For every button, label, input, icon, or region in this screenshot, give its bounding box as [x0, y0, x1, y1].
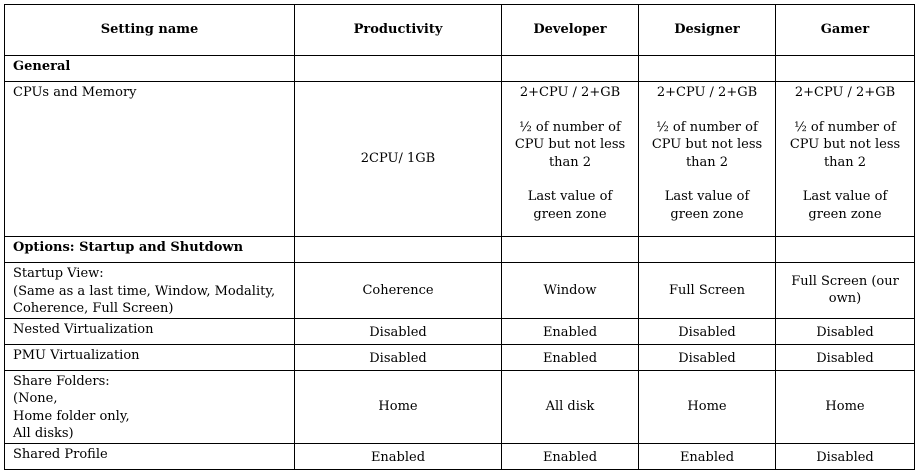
- cell-developer-startup: Window: [502, 263, 639, 319]
- setting-label-startup-view: [5, 263, 295, 319]
- share-label-line: (None,: [13, 391, 58, 406]
- share-label-line: Share Folders:: [13, 373, 110, 389]
- cell-designer-nested: Disabled: [639, 318, 776, 344]
- cpu-line-1: 2+CPU / 2+GB: [519, 85, 621, 100]
- empty-cell: [639, 237, 776, 263]
- section-label-general: General: [5, 56, 295, 82]
- empty-cell: [639, 56, 776, 82]
- cpu-line-3: Last value of green zone: [527, 189, 613, 222]
- section-row-general: [5, 56, 915, 82]
- cell-gamer-startup: Full Screen (our own): [776, 263, 915, 319]
- cell-productivity-profile: Enabled: [295, 443, 502, 469]
- setting-label-share-folders: [5, 370, 295, 443]
- cell-designer-profile: Enabled: [639, 443, 776, 469]
- cell-gamer-nested: Disabled: [776, 318, 915, 344]
- cpu-line-2: ½ of number of CPU but not less than 2: [651, 119, 763, 170]
- cpu-line-3: Last value of green zone: [802, 189, 888, 222]
- row-shared-profile: [5, 443, 915, 469]
- header-gamer: Gamer: [776, 5, 915, 56]
- cell-designer-share: Home: [639, 370, 776, 443]
- empty-cell: [502, 56, 639, 82]
- cell-productivity-nested: Disabled: [295, 318, 502, 344]
- cell-productivity-startup: Coherence: [295, 263, 502, 319]
- cell-developer-cpus: [502, 82, 639, 237]
- cpu-line-1: 2+CPU / 2+GB: [656, 85, 758, 100]
- empty-cell: [295, 56, 502, 82]
- section-label-options: Options: Startup and Shutdown: [5, 237, 295, 263]
- cell-developer-pmu: Enabled: [502, 344, 639, 370]
- cell-designer-cpus: [639, 82, 776, 237]
- cell-gamer-pmu: Disabled: [776, 344, 915, 370]
- cell-developer-share: All disk: [502, 370, 639, 443]
- row-share-folders: [5, 370, 915, 443]
- header-row: [5, 5, 915, 56]
- cell-gamer-share: Home: [776, 370, 915, 443]
- cpu-line-1: 2+CPU / 2+GB: [794, 85, 896, 100]
- empty-cell: [776, 237, 915, 263]
- cpu-line-2: ½ of number of CPU but not less than 2: [789, 119, 901, 170]
- cell-gamer-cpus: [776, 82, 915, 237]
- setting-label-cpus-memory: CPUs and Memory: [5, 82, 295, 237]
- empty-cell: [776, 56, 915, 82]
- empty-cell: [502, 237, 639, 263]
- settings-table-container: [4, 4, 915, 470]
- cell-gamer-profile: Disabled: [776, 443, 915, 469]
- cell-productivity-cpus: 2CPU/ 1GB: [295, 82, 502, 237]
- startup-label-detail: (Same as a last time, Window, Modality, Coherence, Full Screen): [13, 283, 276, 316]
- row-pmu-virtualization: [5, 344, 915, 370]
- row-nested-virtualization: [5, 318, 915, 344]
- cell-productivity-pmu: Disabled: [295, 344, 502, 370]
- startup-label-title: Startup View:: [13, 266, 104, 281]
- cell-developer-profile: Enabled: [502, 443, 639, 469]
- header-productivity: Productivity: [295, 5, 502, 56]
- cell-developer-nested: Enabled: [502, 318, 639, 344]
- cpu-line-2: ½ of number of CPU but not less than 2: [514, 119, 626, 170]
- cpu-line-3: Last value of green zone: [664, 189, 750, 222]
- cell-designer-startup: Full Screen: [639, 263, 776, 319]
- share-label-line: All disks): [13, 426, 74, 441]
- settings-table: [4, 4, 915, 470]
- cell-designer-pmu: Disabled: [639, 344, 776, 370]
- row-startup-view: [5, 263, 915, 319]
- cell-productivity-share: Home: [295, 370, 502, 443]
- setting-label-shared-profile: Shared Profile: [5, 443, 295, 469]
- header-developer: Developer: [502, 5, 639, 56]
- section-row-options: [5, 237, 915, 263]
- header-designer: Designer: [639, 5, 776, 56]
- share-label-line: Home folder only,: [13, 408, 130, 424]
- header-setting-name: Setting name: [5, 5, 295, 56]
- setting-label-pmu-virtualization: PMU Virtualization: [5, 344, 295, 370]
- row-cpus-memory: [5, 82, 915, 237]
- setting-label-nested-virtualization: Nested Virtualization: [5, 318, 295, 344]
- empty-cell: [295, 237, 502, 263]
